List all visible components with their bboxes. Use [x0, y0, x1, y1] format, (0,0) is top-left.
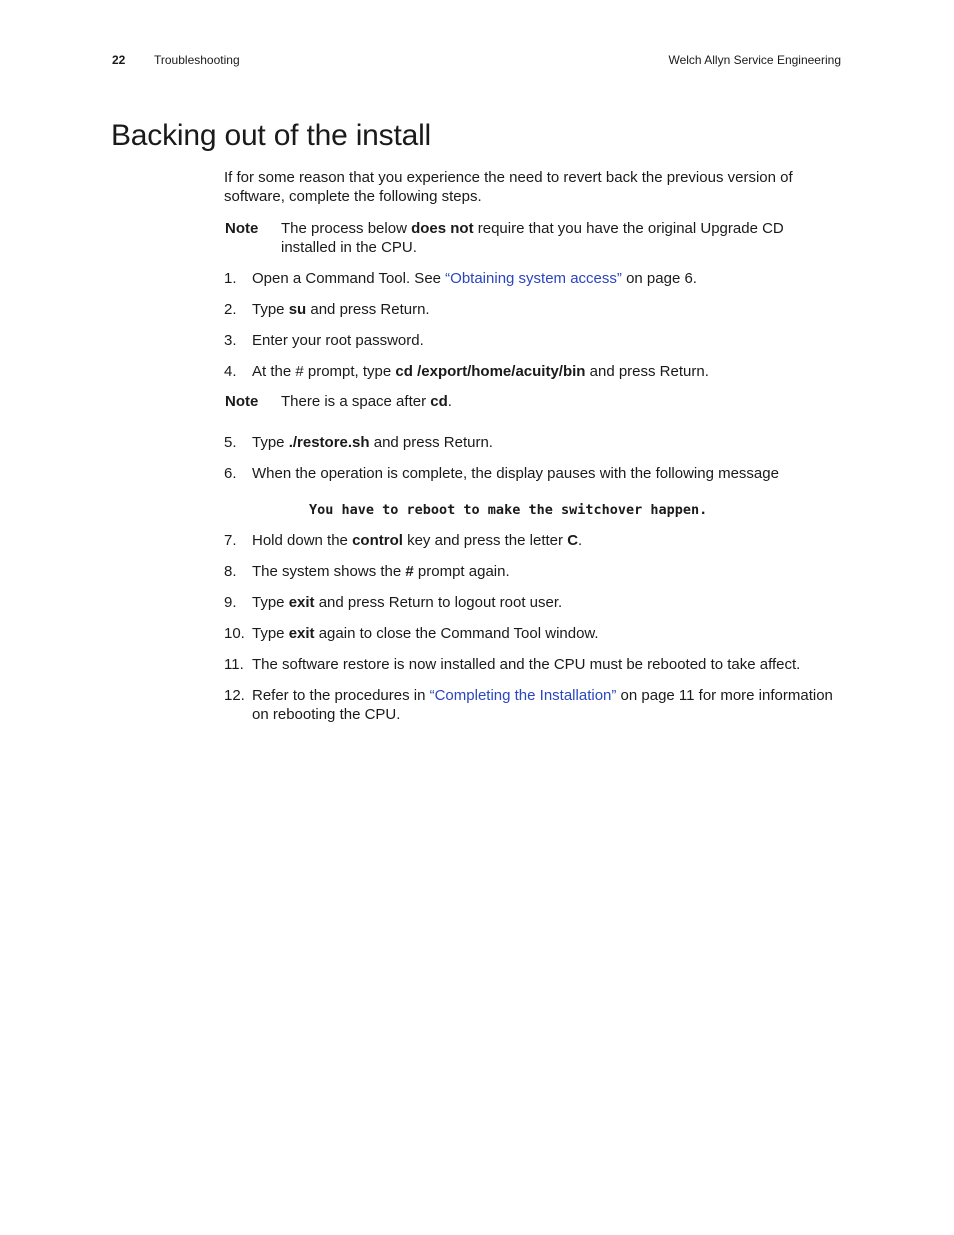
content-body	[224, 168, 834, 724]
step-item	[224, 300, 834, 319]
steps-list-c	[224, 531, 834, 724]
note-text: There is a space after cd.	[281, 393, 452, 410]
step-item	[224, 624, 834, 643]
step-number: 6.	[224, 465, 237, 482]
step-number: 5.	[224, 434, 237, 451]
step-number: 7.	[224, 532, 237, 549]
step-item	[224, 593, 834, 612]
step-number: 2.	[224, 301, 237, 318]
step-number: 8.	[224, 563, 237, 580]
step-item	[224, 464, 834, 483]
step-item	[224, 655, 834, 674]
step-item	[224, 562, 834, 581]
steps-list-a	[224, 269, 834, 381]
section-name: Troubleshooting	[154, 53, 240, 67]
step-text: Type exit again to close the Command Tool window.	[252, 625, 599, 642]
step-text: When the operation is complete, the display pauses with the following message	[252, 465, 779, 482]
step-number: 11.	[224, 656, 244, 673]
note-label: Note	[225, 220, 259, 237]
step-text: Type exit and press Return to logout root user.	[252, 594, 563, 611]
step-text: The system shows the # prompt again.	[252, 563, 510, 580]
link-completing-installation[interactable]: “Completing the Installation”	[429, 687, 617, 704]
step-text: Enter your root password.	[252, 332, 424, 349]
note-block	[224, 392, 834, 411]
step-text: At the # prompt, type cd /export/home/acuity/bin and press Return.	[252, 363, 709, 380]
note-label: Note	[225, 393, 259, 410]
page-number: 22	[112, 53, 126, 67]
step-text: Hold down the control key and press the letter C.	[252, 532, 583, 549]
step-text: Type ./restore.sh and press Return.	[252, 434, 493, 451]
step-text: The software restore is now installed and the CPU must be rebooted to take affect.	[252, 656, 801, 673]
step-item	[224, 433, 834, 452]
link-obtaining-system-access[interactable]: “Obtaining system access”	[445, 270, 622, 287]
step-number: 3.	[224, 332, 237, 349]
step-number: 12.	[224, 687, 245, 704]
step-item	[224, 686, 834, 724]
step-item	[224, 531, 834, 550]
step-item	[224, 331, 834, 350]
intro-paragraph: If for some reason that you experience the need to revert back the previous version of software, complete the following steps.	[224, 169, 793, 205]
step-number: 1.	[224, 270, 237, 287]
note-block	[224, 219, 834, 257]
step-text: Refer to the procedures in “Completing the Installation” on page 11 for more information on rebooting the CPU.	[252, 687, 833, 723]
step-text: Type su and press Return.	[252, 301, 430, 318]
step-item	[224, 362, 834, 381]
step-text: Open a Command Tool. See “Obtaining system access” on page 6.	[252, 270, 697, 287]
step-item	[224, 269, 834, 288]
step-number: 4.	[224, 363, 237, 380]
code-message: You have to reboot to make the switchover happen.	[309, 502, 708, 518]
page-title: Backing out of the install	[111, 119, 431, 152]
steps-list-b	[224, 433, 834, 483]
publisher-name: Welch Allyn Service Engineering	[668, 53, 841, 67]
note-text: The process below does not require that you have the original Upgrade CD installed in the CPU.	[281, 220, 784, 256]
step-number: 9.	[224, 594, 237, 611]
step-number: 10.	[224, 625, 245, 642]
